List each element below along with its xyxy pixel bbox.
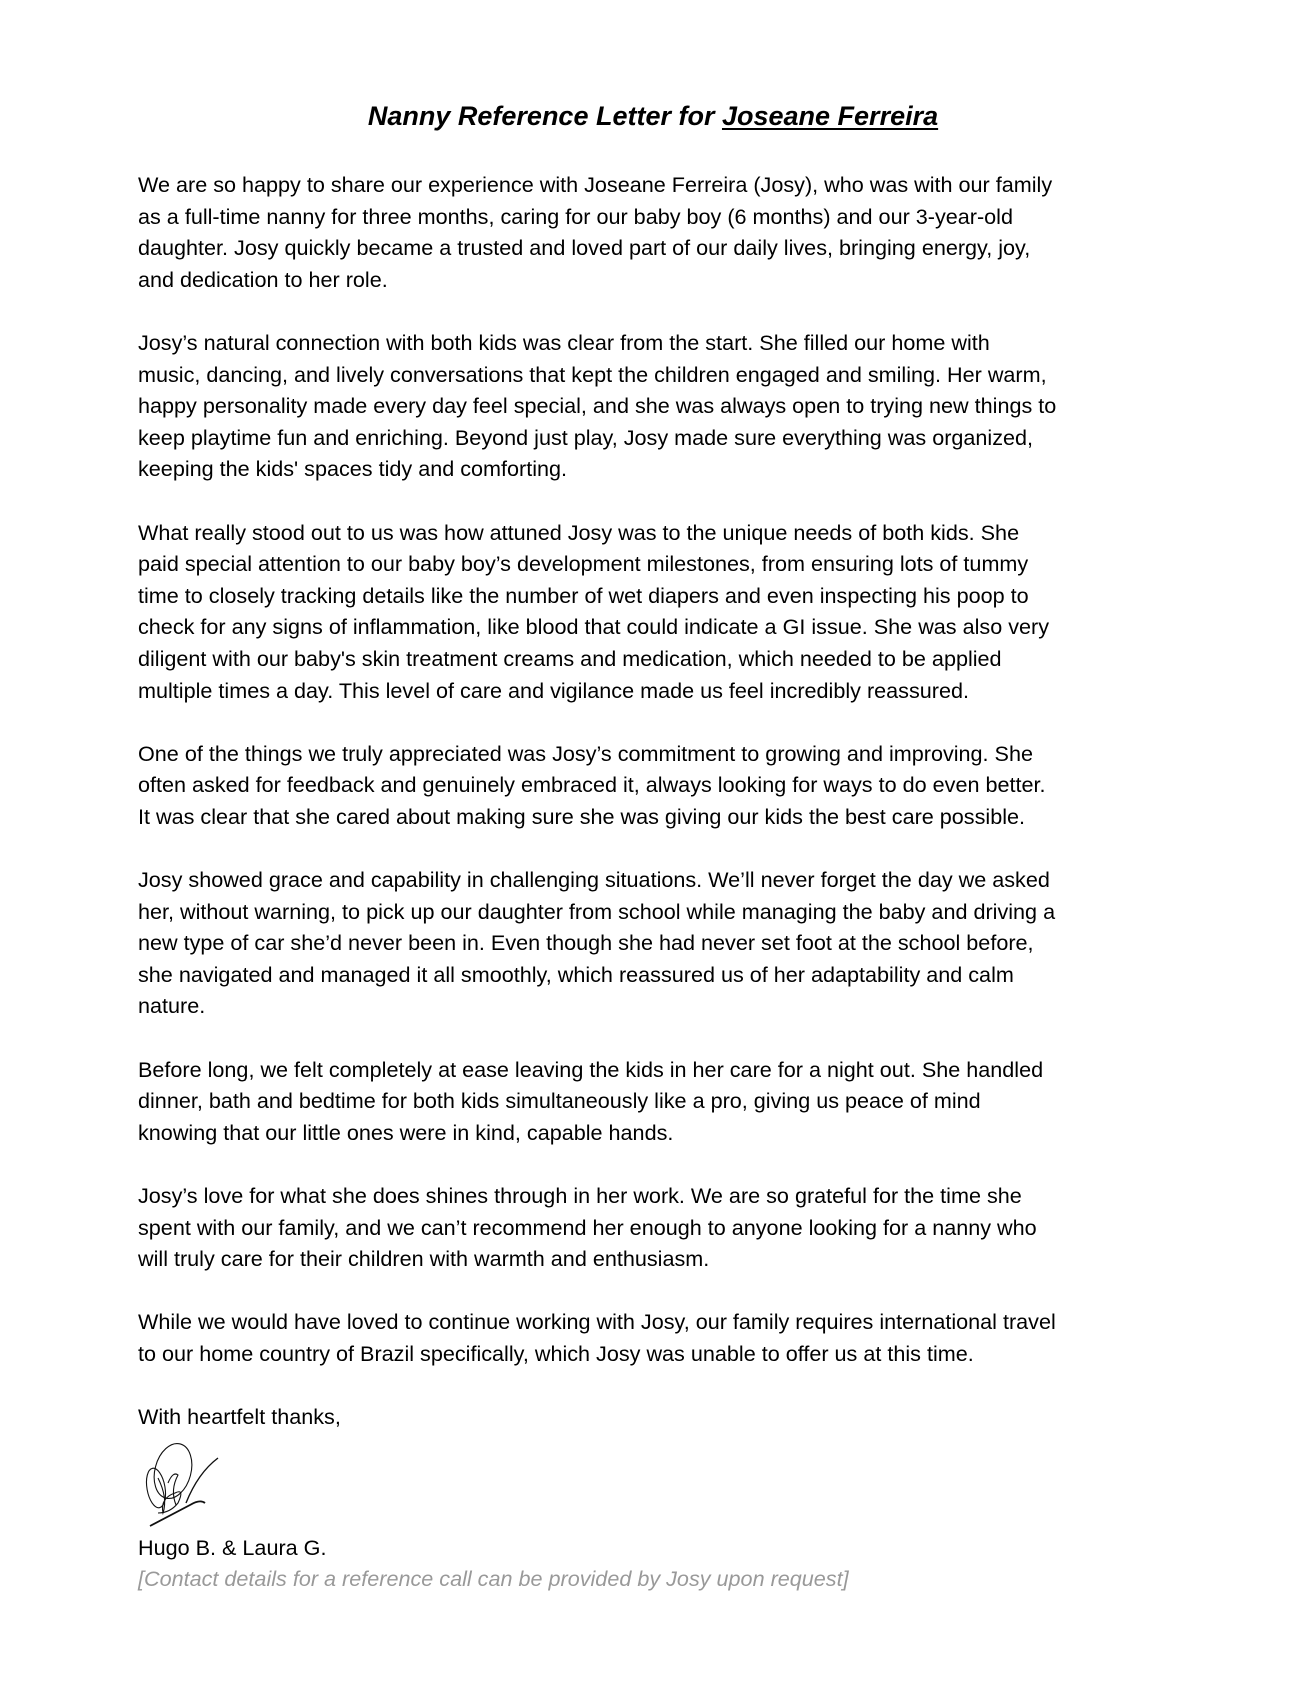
paragraph	[138, 1306, 1198, 1369]
paragraph-line: dinner, bath and bedtime for both kids simultaneously like a pro, giving us peace of mind	[138, 1088, 981, 1114]
paragraph-line: to our home country of Brazil specifically, which Josy was unable to offer us at this time.	[138, 1340, 974, 1366]
paragraph	[138, 1180, 1198, 1275]
letter-body	[138, 169, 1198, 1595]
paragraph-line: paid special attention to our baby boy’s development milestones, from ensuring lots of tummy	[138, 551, 1029, 577]
contact-note: [Contact details for a reference call can be provided by Josy upon request]	[138, 1566, 849, 1592]
paragraph-line: music, dancing, and lively conversations that kept the children engaged and smiling. Her warm,	[138, 361, 1047, 387]
closing: With heartfelt thanks,	[138, 1404, 341, 1430]
signer-names: Hugo B. & Laura G.	[138, 1534, 327, 1560]
paragraph	[138, 864, 1198, 1022]
paragraph-line: time to closely tracking details like the number of wet diapers and even inspecting his poop to	[138, 582, 1029, 608]
signature-image	[138, 1433, 248, 1532]
paragraph-line: keep playtime fun and enriching. Beyond just play, Josy made sure everything was organized,	[138, 424, 1034, 450]
title-name: Joseane Ferreira	[721, 101, 939, 131]
paragraph-line: Before long, we felt completely at ease leaving the kids in her care for a night out. She handled	[138, 1056, 1044, 1082]
paragraph-line: multiple times a day. This level of care and vigilance made us feel incredibly reassured.	[138, 677, 969, 703]
paragraph-line: check for any signs of inflammation, like blood that could indicate a GI issue. She was also very	[138, 614, 1049, 640]
paragraph-line: While we would have loved to continue working with Josy, our family requires international travel	[138, 1309, 1056, 1335]
paragraph-line: as a full-time nanny for three months, caring for our baby boy (6 months) and our 3-year-old	[138, 203, 1013, 229]
paragraph-line: Josy’s love for what she does shines through in her work. We are so grateful for the time she	[138, 1183, 1022, 1208]
paragraph-line: What really stood out to us was how attuned Josy was to the unique needs of both kids. She	[138, 519, 1020, 545]
paragraph-line: keeping the kids' spaces tidy and comforting.	[138, 456, 568, 482]
paragraph-line: will truly care for their children with warmth and enthusiasm.	[138, 1246, 710, 1272]
paragraph	[138, 327, 1198, 485]
paragraph-line: spent with our family, and we can’t recommend her enough to anyone looking for a nanny who	[138, 1214, 1037, 1240]
paragraph-line: knowing that our little ones were in kind, capable hands.	[138, 1119, 674, 1145]
paragraph-line: daughter. Josy quickly became a trusted and loved part of our daily lives, bringing energy, joy,	[138, 235, 1031, 261]
paragraph-line: happy personality made every day feel special, and she was always open to trying new things to	[138, 393, 1057, 419]
paragraph-line: Josy showed grace and capability in challenging situations. We’ll never forget the day we asked	[138, 867, 1050, 893]
paragraph-line: We are so happy to share our experience with Joseane Ferreira (Josy), who was with our family	[138, 172, 1053, 197]
paragraph	[138, 169, 1198, 295]
paragraph	[138, 1054, 1198, 1149]
paragraph-line: It was clear that she cared about making sure she was giving our kids the best care possible.	[138, 803, 1026, 829]
paragraph-line: and dedication to her role.	[138, 266, 388, 292]
paragraph-line: diligent with our baby's skin treatment creams and medication, which needed to be applied	[138, 645, 1002, 671]
paragraph-line: One of the things we truly appreciated was Josy’s commitment to growing and improving. She	[138, 740, 1033, 766]
paragraph-line: nature.	[138, 993, 206, 1019]
title-prefix: Nanny Reference Letter for	[367, 101, 722, 131]
paragraph-line: she navigated and managed it all smoothly, which reassured us of her adaptability and calm	[138, 961, 1014, 987]
letter-title	[0, 96, 1306, 136]
paragraph-line: Josy’s natural connection with both kids was clear from the start. She filled our home with	[138, 329, 990, 355]
paragraph-line: often asked for feedback and genuinely embraced it, always looking for ways to do even better.	[138, 772, 1046, 798]
paragraph-line: new type of car she’d never been in. Even though she had never set foot at the school before,	[138, 930, 1034, 956]
paragraphs	[138, 169, 1198, 1370]
paragraph-line: her, without warning, to pick up our daughter from school while managing the baby and driving a	[138, 898, 1056, 924]
paragraph	[138, 517, 1198, 707]
paragraph	[138, 738, 1198, 833]
